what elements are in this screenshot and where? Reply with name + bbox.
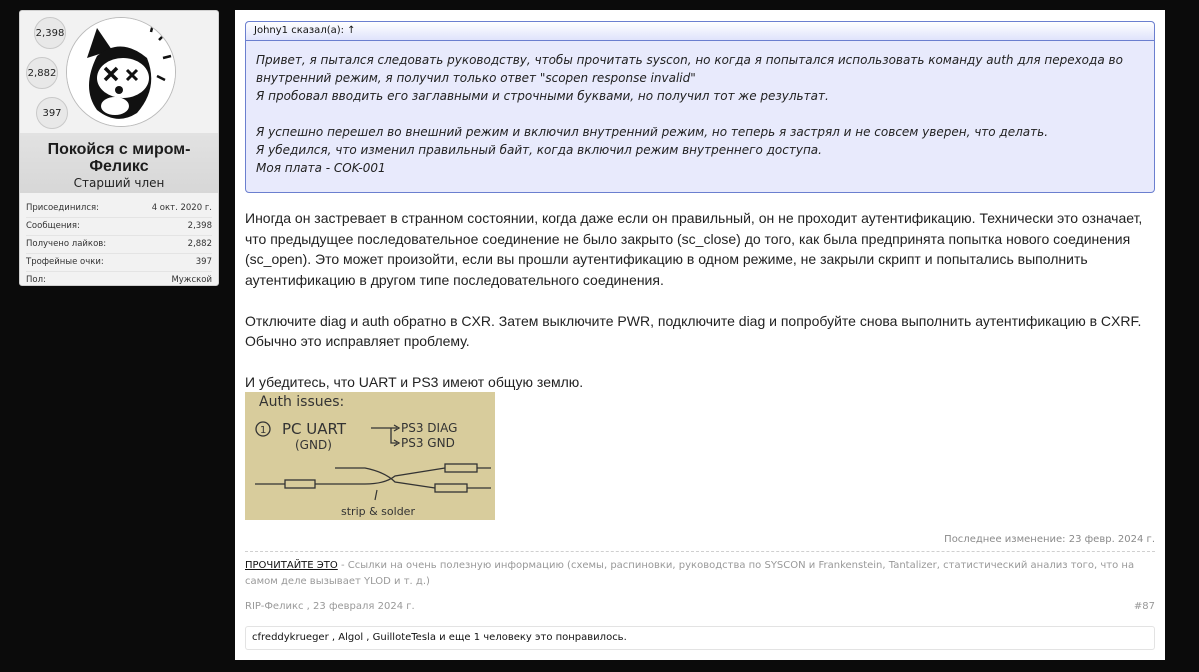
sketch-ps3-diag: PS3 DIAG [401, 421, 458, 435]
trophy-points-bubble[interactable] [36, 97, 68, 129]
info-value[interactable]: 397 [195, 257, 212, 267]
quote-attribution[interactable]: Johny1 сказал(а): ↑ [254, 25, 356, 36]
post-author-date[interactable]: RIP-Феликс , 23 февраля 2024 г. [245, 601, 415, 612]
info-row-gender [26, 272, 212, 289]
felix-avatar-image [67, 18, 175, 126]
sketch-pc-uart: PC UART [282, 420, 347, 438]
post-permalink[interactable]: #87 [1133, 601, 1155, 612]
info-label: Присоединился: [26, 203, 99, 213]
quote-line: Привет, я пытался следовать руководству, чтобы прочитать syscon, но когда я попытался использовать команду auth для перехода во [256, 53, 1123, 67]
trophy-points-count: 397 [42, 107, 62, 119]
likes-summary: cfreddykrueger , Algol , GuilloteTesla и еще 1 человеку это понравилось. [245, 626, 1155, 650]
message-paragraph: Отключите diag и auth обратно в CXR. Затем выключите PWR, подключите diag и попробуйте снова выполнить аутентификацию в CXRF. Обычно это исправляет проблему. [245, 312, 1142, 349]
liker-link[interactable]: cfreddykrueger [252, 632, 329, 643]
username[interactable]: Покойся с миром- Феликс [47, 141, 191, 175]
user-title: Старший член [73, 176, 165, 190]
info-label: Трофейные очки: [26, 257, 104, 267]
quote-line: внутренний режим, я получил только ответ "scopen response invalid" [256, 71, 696, 85]
wiring-sketch [245, 392, 495, 520]
info-label: Сообщения: [26, 221, 80, 231]
signature-text: - Ссылки на очень полезную информацию (схемы, распиновки, руководства по SYSCON и Frankenstein, Tantalizer, статистический анализ того, что на самом деле вызывает YLOD и т. д.) [245, 560, 1135, 587]
last-edit-note: Последнее изменение: 23 февр. 2024 г. [944, 534, 1155, 545]
sketch-title: Auth issues: [259, 394, 345, 410]
signature-divider [245, 551, 1155, 552]
info-value: 2,882 [187, 239, 212, 249]
liker-link[interactable]: GuilloteTesla [372, 632, 436, 643]
info-row-trophy [26, 254, 212, 272]
sketch-ps3-gnd: PS3 GND [401, 436, 455, 450]
info-label: Пол: [26, 275, 46, 285]
post-meta [245, 601, 1155, 612]
quote-line: Я успешно перешел во внешний режим и включил внутренний режим, но теперь я застрял и не совсем уверен, что делать. [256, 125, 1049, 139]
info-value[interactable]: 2,398 [187, 221, 212, 231]
info-value: Мужской [171, 275, 212, 285]
avatar[interactable] [66, 17, 176, 127]
attached-image[interactable] [245, 392, 495, 520]
quote-block [245, 21, 1155, 193]
user-extra-info [26, 200, 212, 289]
likes-count-bubble[interactable] [26, 57, 58, 89]
quote-content [246, 41, 1154, 177]
signature [245, 558, 1155, 590]
message-paragraph: И убедитесь, что UART и PS3 имеют общую землю. [245, 374, 584, 390]
info-row-likes [26, 236, 212, 254]
messages-count: 2,398 [35, 27, 65, 39]
user-card [19, 10, 219, 286]
sketch-number: 1 [260, 425, 267, 436]
signature-link[interactable]: ПРОЧИТАЙТЕ ЭТО [245, 560, 338, 571]
message-text [245, 208, 1155, 393]
info-label: Получено лайков: [26, 239, 107, 249]
likes-count: 2,882 [27, 67, 57, 79]
quote-line: Я пробовал вводить его заглавными и строчными буквами, но получил тот же результат. [256, 89, 829, 103]
liker-link[interactable]: Algol [338, 632, 364, 643]
quote-line: Я убедился, что изменил правильный байт, когда включил режим внутреннего доступа. [256, 143, 822, 157]
post-body [235, 10, 1165, 660]
message-paragraph: Иногда он застревает в странном состоянии, когда даже если он правильный, он не проходит аутентификацию. Технически это означает, что предыдущее последовательное соединение не было закрыто (sc_close) до того, как была предпринята попытка нового соединения (sc_open). Это может произойти, если вы прошли аутентификацию в одном режиме, не закрыли скрипт и попытались выполнить аутентификацию в другом типе последовательного соединения. [245, 210, 1143, 288]
sketch-strip-solder: strip & solder [341, 505, 415, 518]
quote-line: Моя плата - COK-001 [256, 161, 386, 175]
info-value: 4 окт. 2020 г. [151, 203, 212, 213]
quote-header[interactable] [246, 22, 1154, 41]
likes-rest[interactable]: и еще 1 человеку это понравилось. [435, 632, 627, 643]
avatar-zone [20, 11, 218, 133]
info-row-messages [26, 218, 212, 236]
info-row-joined [26, 200, 212, 218]
sketch-gnd: (GND) [295, 438, 332, 452]
user-name-block [20, 133, 218, 193]
messages-count-bubble[interactable] [34, 17, 66, 49]
